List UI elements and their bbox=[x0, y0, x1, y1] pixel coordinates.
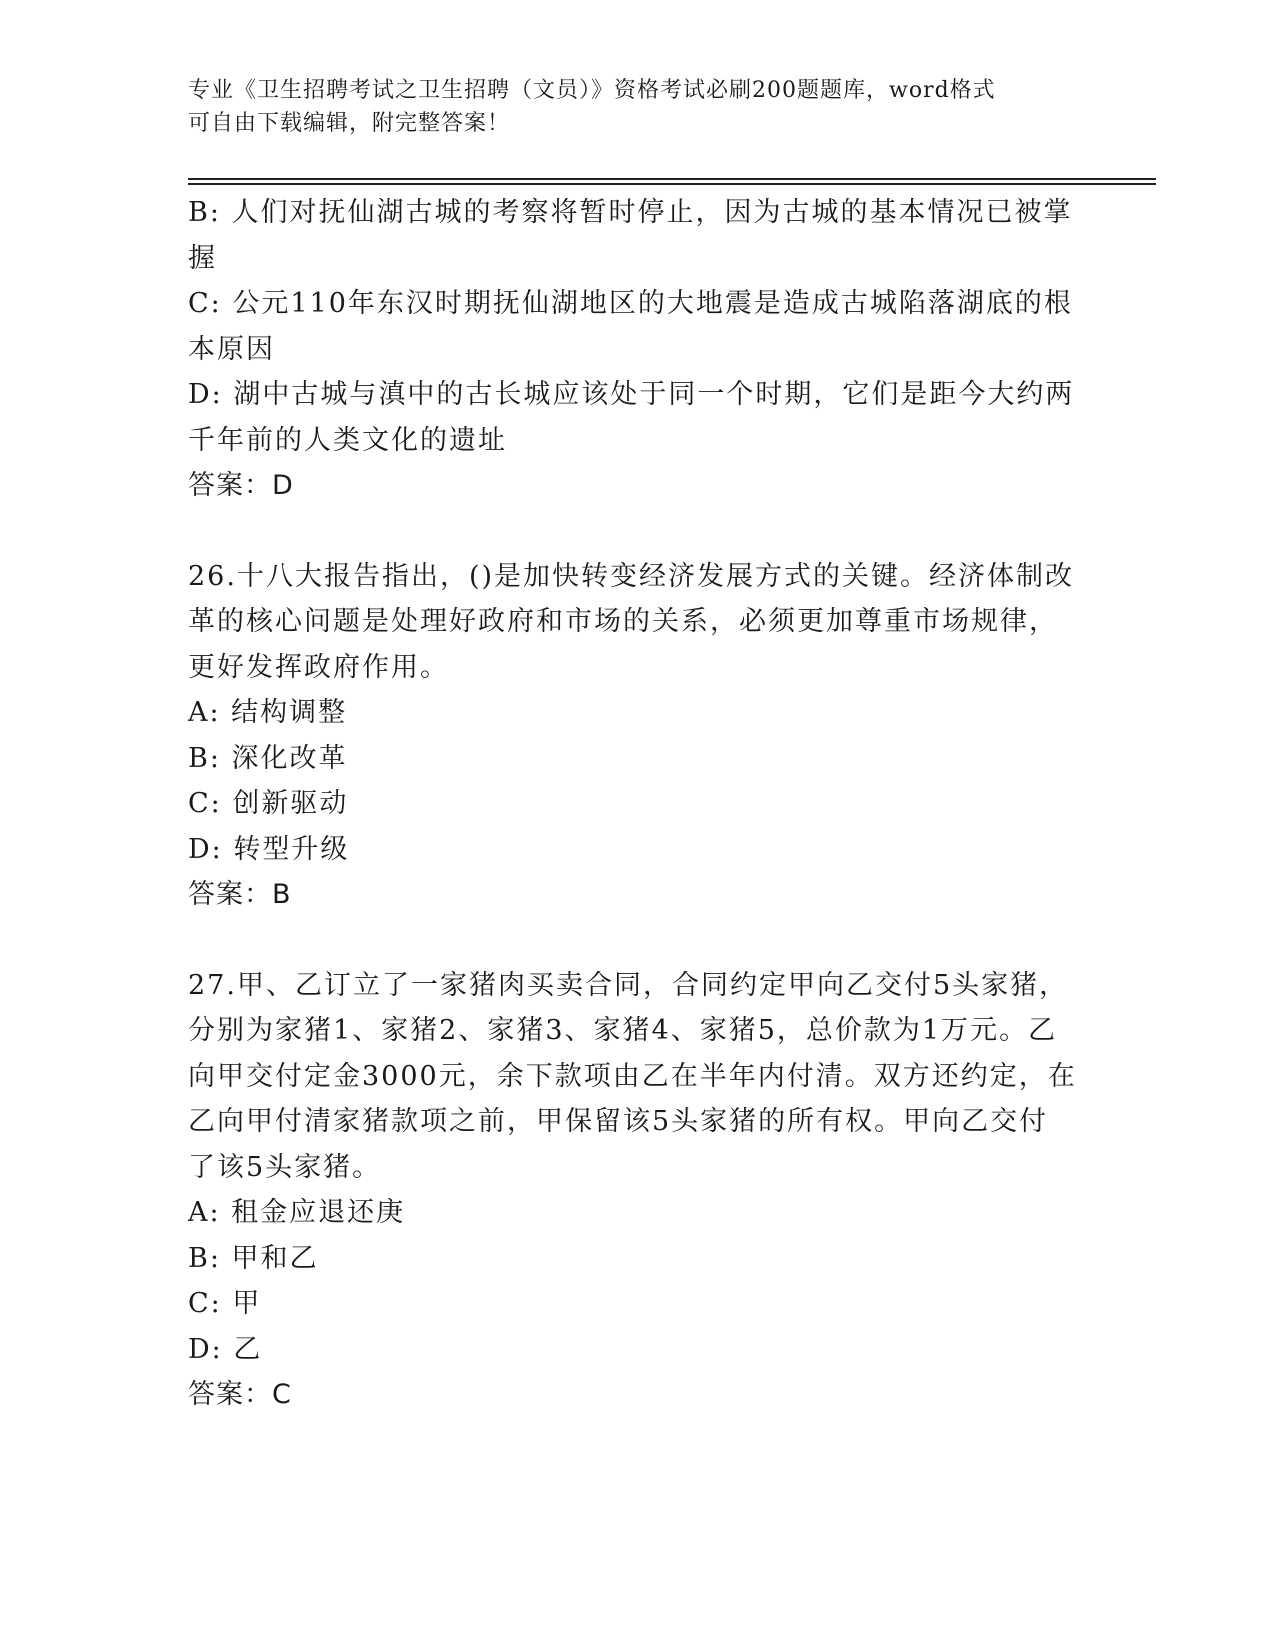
answer-line: 答案：B bbox=[188, 879, 292, 910]
option-b: B: 深化改革 bbox=[188, 742, 348, 774]
question-26 bbox=[188, 554, 1088, 918]
option-a: A: 租金应退还庚 bbox=[188, 1197, 406, 1228]
answer-line: 答案：C bbox=[188, 1379, 292, 1410]
spacer bbox=[188, 918, 1088, 963]
question-27 bbox=[188, 963, 1088, 1418]
option-text: 千年前的人类文化的遗址 bbox=[188, 424, 507, 456]
question-stem: 了该5头家猪。 bbox=[188, 1151, 382, 1183]
option-a: A: 结构调整 bbox=[188, 697, 348, 728]
header-line-2: 可自由下载编辑，附完整答案！ bbox=[188, 111, 511, 136]
question-stem: 向甲交付定金3000元，余下款项由乙在半年内付清。双方还约定，在 bbox=[188, 1060, 1077, 1092]
option-d: D: 乙 bbox=[188, 1333, 263, 1365]
question-stem: 革的核心问题是处理好政府和市场的关系，必须更加尊重市场规律， bbox=[188, 606, 1058, 637]
option-text: 本原因 bbox=[188, 333, 275, 365]
option-text: 握 bbox=[188, 242, 217, 274]
spacer bbox=[188, 509, 1088, 554]
option-c: C: 甲 bbox=[188, 1288, 262, 1319]
option-text: B: 人们对抚仙湖古城的考察将暂时停止，因为古城的基本情况已被掌 bbox=[188, 197, 1073, 228]
option-text: C: 公元110年东汉时期抚仙湖地区的大地震是造成古城陷落湖底的根 bbox=[188, 288, 1073, 319]
option-c bbox=[188, 281, 1088, 372]
question-stem: 更好发挥政府作用。 bbox=[188, 651, 449, 683]
option-b: B: 甲和乙 bbox=[188, 1242, 319, 1274]
question-stem: 26.十八大报告指出，()是加快转变经济发展方式的关键。经济体制改 bbox=[188, 560, 1075, 592]
question-stem: 27.甲、乙订立了一家猪肉买卖合同，合同约定甲向乙交付5头家猪， bbox=[188, 969, 1069, 1001]
question-stem: 乙向甲付清家猪款项之前，甲保留该5头家猪的所有权。甲向乙交付 bbox=[188, 1106, 1049, 1137]
header-rule-bottom bbox=[188, 183, 1156, 185]
question-stem: 分别为家猪1、家猪2、家猪3、家猪4、家猪5，总价款为1万元。乙 bbox=[188, 1015, 1058, 1046]
option-text: D: 湖中古城与滇中的古长城应该处于同一个时期，它们是距今大约两 bbox=[188, 379, 1075, 410]
option-d: D: 转型升级 bbox=[188, 833, 350, 865]
previous-question-block bbox=[188, 190, 1088, 509]
option-c: C: 创新驱动 bbox=[188, 788, 349, 819]
document-body bbox=[188, 190, 1088, 1418]
header-rule-top bbox=[188, 178, 1156, 180]
header-line-1: 专业《卫生招聘考试之卫生招聘（文员）》资格考试必刷200题题库，word格式 bbox=[188, 78, 996, 103]
option-d bbox=[188, 372, 1088, 463]
document-header bbox=[188, 74, 1088, 140]
option-b bbox=[188, 190, 1088, 281]
answer-line: 答案：D bbox=[188, 470, 294, 501]
